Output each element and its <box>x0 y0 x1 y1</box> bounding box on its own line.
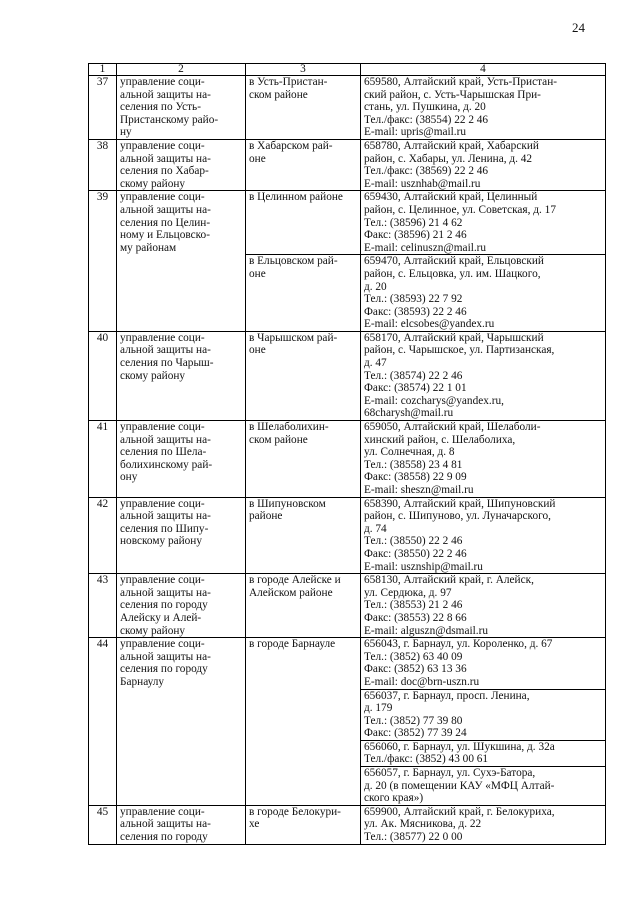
organization-cell <box>117 574 246 638</box>
text-line: селения по городу <box>120 831 208 844</box>
text-line: район, с. Шипуново, ул. Луначарского, <box>364 510 551 523</box>
header-col-2: 2 <box>117 64 246 76</box>
text-line: новскому району <box>120 535 202 548</box>
header-col-1: 1 <box>89 64 117 76</box>
text-line: оне <box>249 152 266 165</box>
text-line: оне <box>249 344 266 357</box>
text-line: в Целинном районе <box>249 191 343 204</box>
row-number: 44 <box>89 638 117 806</box>
text-line: 659470, Алтайский край, Ельцовский <box>364 255 544 268</box>
text-line: альной защиты на- <box>120 433 211 446</box>
contact-cell <box>361 689 606 740</box>
table-row <box>89 191 606 255</box>
text-line: управление соци- <box>120 139 205 152</box>
text-line: 658780, Алтайский край, Хабарский <box>364 139 539 152</box>
row-number: 43 <box>89 574 117 638</box>
text-line: Тел./факс: (3852) 43 00 61 <box>364 753 489 766</box>
text-line: хе <box>249 818 260 831</box>
text-line: Пристанскому райо- <box>120 113 219 126</box>
text-line: Тел.: (38574) 22 2 46 <box>364 369 463 382</box>
row-number: 45 <box>89 805 117 844</box>
text-line: Тел.: (38577) 22 0 00 <box>364 831 463 844</box>
text-line: в Ельцовском рай- <box>249 255 338 268</box>
row-number: 39 <box>89 191 117 332</box>
text-line: Факс: (38574) 22 1 01 <box>364 382 467 395</box>
service-area-cell <box>246 191 361 255</box>
text-line: ону <box>120 471 138 484</box>
text-line: скому району <box>120 624 186 637</box>
text-line: 68charysh@mail.ru <box>364 407 454 420</box>
text-line: ул. Сердюка, д. 97 <box>364 586 452 599</box>
text-line: селения по Усть- <box>120 101 201 114</box>
contact-cell <box>361 805 606 844</box>
text-line: район, с. Хабары, ул. Ленина, д. 42 <box>364 152 533 165</box>
text-line: Алейску и Алей- <box>120 611 202 624</box>
text-line: Барнаулу <box>120 675 165 688</box>
text-line: Факс: (3852) 63 13 36 <box>364 663 467 676</box>
text-line: 659050, Алтайский край, Шелаболи- <box>364 421 541 434</box>
text-line: районе <box>249 510 283 523</box>
service-area-cell <box>246 421 361 498</box>
table-row <box>89 805 606 844</box>
contact-cell <box>361 740 606 766</box>
text-line: альной защиты на- <box>120 586 211 599</box>
contact-cell <box>361 191 606 255</box>
text-line: управление соци- <box>120 191 205 204</box>
text-line: E-mail: cozcharys@yandex.ru, <box>364 394 504 407</box>
text-line: ному и Ельцовско- <box>120 229 210 242</box>
text-line: управление соци- <box>120 331 205 344</box>
text-line: селения по Шипу- <box>120 522 209 535</box>
text-line: альной защиты на- <box>120 818 211 831</box>
text-line: E-mail: usznhab@mail.ru <box>364 177 481 190</box>
service-area-cell <box>246 638 361 806</box>
text-line: ского края») <box>364 792 424 805</box>
table-row <box>89 638 606 689</box>
service-area-cell <box>246 805 361 844</box>
text-line: Тел.: (38593) 22 7 92 <box>364 293 463 306</box>
text-line: управление соци- <box>120 421 205 434</box>
text-line: альной защиты на- <box>120 203 211 216</box>
row-number: 42 <box>89 497 117 574</box>
row-number: 40 <box>89 331 117 420</box>
text-line: 658170, Алтайский край, Чарышский <box>364 331 544 344</box>
row-number: 41 <box>89 421 117 498</box>
text-line: ском районе <box>249 433 308 446</box>
text-line: д. 74 <box>364 522 387 535</box>
text-line: альной защиты на- <box>120 344 211 357</box>
text-line: в Усть-Пристан- <box>249 76 328 88</box>
text-line: Тел.: (38553) 21 2 46 <box>364 599 463 612</box>
text-line: 656057, г. Барнаул, ул. Сухэ-Батора, <box>364 767 536 780</box>
organization-cell <box>117 805 246 844</box>
text-line: 658390, Алтайский край, Шипуновский <box>364 497 556 510</box>
text-line: Тел.: (3852) 77 39 80 <box>364 714 463 727</box>
organization-cell <box>117 331 246 420</box>
text-line: селения по городу <box>120 663 208 676</box>
social-protection-offices-table <box>88 63 606 845</box>
contact-cell <box>361 574 606 638</box>
text-line: Факс: (38596) 21 2 46 <box>364 229 467 242</box>
table-row <box>89 421 606 498</box>
row-number: 38 <box>89 139 117 190</box>
contact-cell <box>361 255 606 332</box>
text-line: E-mail: sheszn@mail.ru <box>364 484 474 496</box>
text-line: Факс: (38553) 22 8 66 <box>364 611 467 624</box>
text-line: район, с. Целинное, ул. Советская, д. 17 <box>364 203 556 216</box>
text-line: в городе Белокури- <box>249 805 341 818</box>
text-line: 656043, г. Барнаул, ул. Короленко, д. 67 <box>364 638 553 651</box>
text-line: ну <box>120 126 132 139</box>
contact-cell <box>361 638 606 689</box>
text-line: ском районе <box>249 88 308 101</box>
text-line: E-mail: doc@brn-uszn.ru <box>364 675 480 688</box>
header-col-4: 4 <box>361 64 606 76</box>
header-col-3: 3 <box>246 64 361 76</box>
text-line: управление соци- <box>120 497 205 510</box>
contact-cell <box>361 497 606 574</box>
text-line: 659430, Алтайский край, Целинный <box>364 191 538 204</box>
text-line: альной защиты на- <box>120 650 211 663</box>
table-header-row <box>89 64 606 76</box>
text-line: ул. Солнечная, д. 8 <box>364 446 455 459</box>
text-line: E-mail: celinuszn@mail.ru <box>364 241 487 254</box>
text-line: 656037, г. Барнаул, просп. Ленина, <box>364 689 530 702</box>
text-line: 659580, Алтайский край, Усть-Пристан- <box>364 76 558 88</box>
page-number: 24 <box>572 20 585 35</box>
contact-cell <box>361 767 606 806</box>
text-line: Алейском районе <box>249 586 333 599</box>
text-line: альной защиты на- <box>120 510 211 523</box>
text-line: селения по Шела- <box>120 446 207 459</box>
text-line: в Хабарском рай- <box>249 139 333 152</box>
text-line: Тел.: (38596) 21 4 62 <box>364 216 463 229</box>
text-line: скому району <box>120 369 186 382</box>
text-line: 658130, Алтайский край, г. Алейск, <box>364 574 534 587</box>
text-line: скому району <box>120 177 186 190</box>
text-line: Факс: (38593) 22 2 46 <box>364 305 467 318</box>
text-line: Факс: (3852) 77 39 24 <box>364 727 467 740</box>
text-line: E-mail: upris@mail.ru <box>364 126 467 139</box>
service-area-cell <box>246 255 361 332</box>
text-line: селения по Чарыш- <box>120 357 214 370</box>
text-line: E-mail: elcsobes@yandex.ru <box>364 318 495 331</box>
text-line: Тел./факс: (38569) 22 2 46 <box>364 165 489 178</box>
text-line: E-mail: alguszn@dsmail.ru <box>364 624 488 637</box>
text-line: му районам <box>120 241 177 254</box>
text-line: ул. Ак. Мясникова, д. 22 <box>364 818 482 831</box>
table-row <box>89 76 606 140</box>
text-line: селения по Хабар- <box>120 165 209 178</box>
text-line: управление соци- <box>120 638 205 651</box>
text-line: оне <box>249 267 266 280</box>
organization-cell <box>117 497 246 574</box>
table-row <box>89 574 606 638</box>
organization-cell <box>117 638 246 806</box>
text-line: селения по городу <box>120 599 208 612</box>
text-line: хинский район, с. Шелаболиха, <box>364 433 516 446</box>
text-line: район, с. Чарышское, ул. Партизанская, <box>364 344 555 357</box>
text-line: управление соци- <box>120 76 205 88</box>
text-line: болихинскому рай- <box>120 458 213 471</box>
text-line: альной защиты на- <box>120 152 211 165</box>
text-line: д. 20 (в помещении КАУ «МФЦ Алтай- <box>364 779 555 792</box>
organization-cell <box>117 76 246 140</box>
table-row <box>89 331 606 420</box>
text-line: район, с. Ельцовка, ул. им. Шацкого, <box>364 267 541 280</box>
text-line: ский район, с. Усть-Чарышская При- <box>364 88 541 101</box>
contact-cell <box>361 421 606 498</box>
text-line: 659900, Алтайский край, г. Белокуриха, <box>364 805 555 818</box>
row-number: 37 <box>89 76 117 140</box>
text-line: Факс: (38550) 22 2 46 <box>364 547 467 560</box>
organization-cell <box>117 421 246 498</box>
text-line: селения по Целин- <box>120 216 211 229</box>
text-line: Факс: (38558) 22 9 09 <box>364 471 467 484</box>
service-area-cell <box>246 497 361 574</box>
service-area-cell <box>246 76 361 140</box>
text-line: 656060, г. Барнаул, ул. Шукшина, д. 32а <box>364 740 555 753</box>
text-line: в городе Барнауле <box>249 638 336 651</box>
text-line: д. 20 <box>364 280 387 293</box>
table-row <box>89 497 606 574</box>
text-line: альной защиты на- <box>120 88 211 101</box>
text-line: д. 47 <box>364 357 387 370</box>
text-line: в Шипуновском <box>249 497 326 510</box>
table-row <box>89 139 606 190</box>
text-line: Тел.: (3852) 63 40 09 <box>364 650 463 663</box>
text-line: управление соци- <box>120 805 205 818</box>
text-line: в городе Алейске и <box>249 574 341 587</box>
service-area-cell <box>246 139 361 190</box>
service-area-cell <box>246 331 361 420</box>
service-area-cell <box>246 574 361 638</box>
contact-cell <box>361 331 606 420</box>
contact-cell <box>361 76 606 140</box>
text-line: стань, ул. Пушкина, д. 20 <box>364 101 486 114</box>
text-line: Тел.: (38550) 22 2 46 <box>364 535 463 548</box>
text-line: Тел./факс: (38554) 22 2 46 <box>364 113 489 126</box>
text-line: E-mail: usznship@mail.ru <box>364 560 483 573</box>
text-line: управление соци- <box>120 574 205 587</box>
organization-cell <box>117 191 246 332</box>
organization-cell <box>117 139 246 190</box>
text-line: д. 179 <box>364 702 393 715</box>
text-line: Тел.: (38558) 23 4 81 <box>364 458 463 471</box>
contact-cell <box>361 139 606 190</box>
text-line: в Чарышском рай- <box>249 331 338 344</box>
text-line: в Шелаболихин- <box>249 421 329 434</box>
